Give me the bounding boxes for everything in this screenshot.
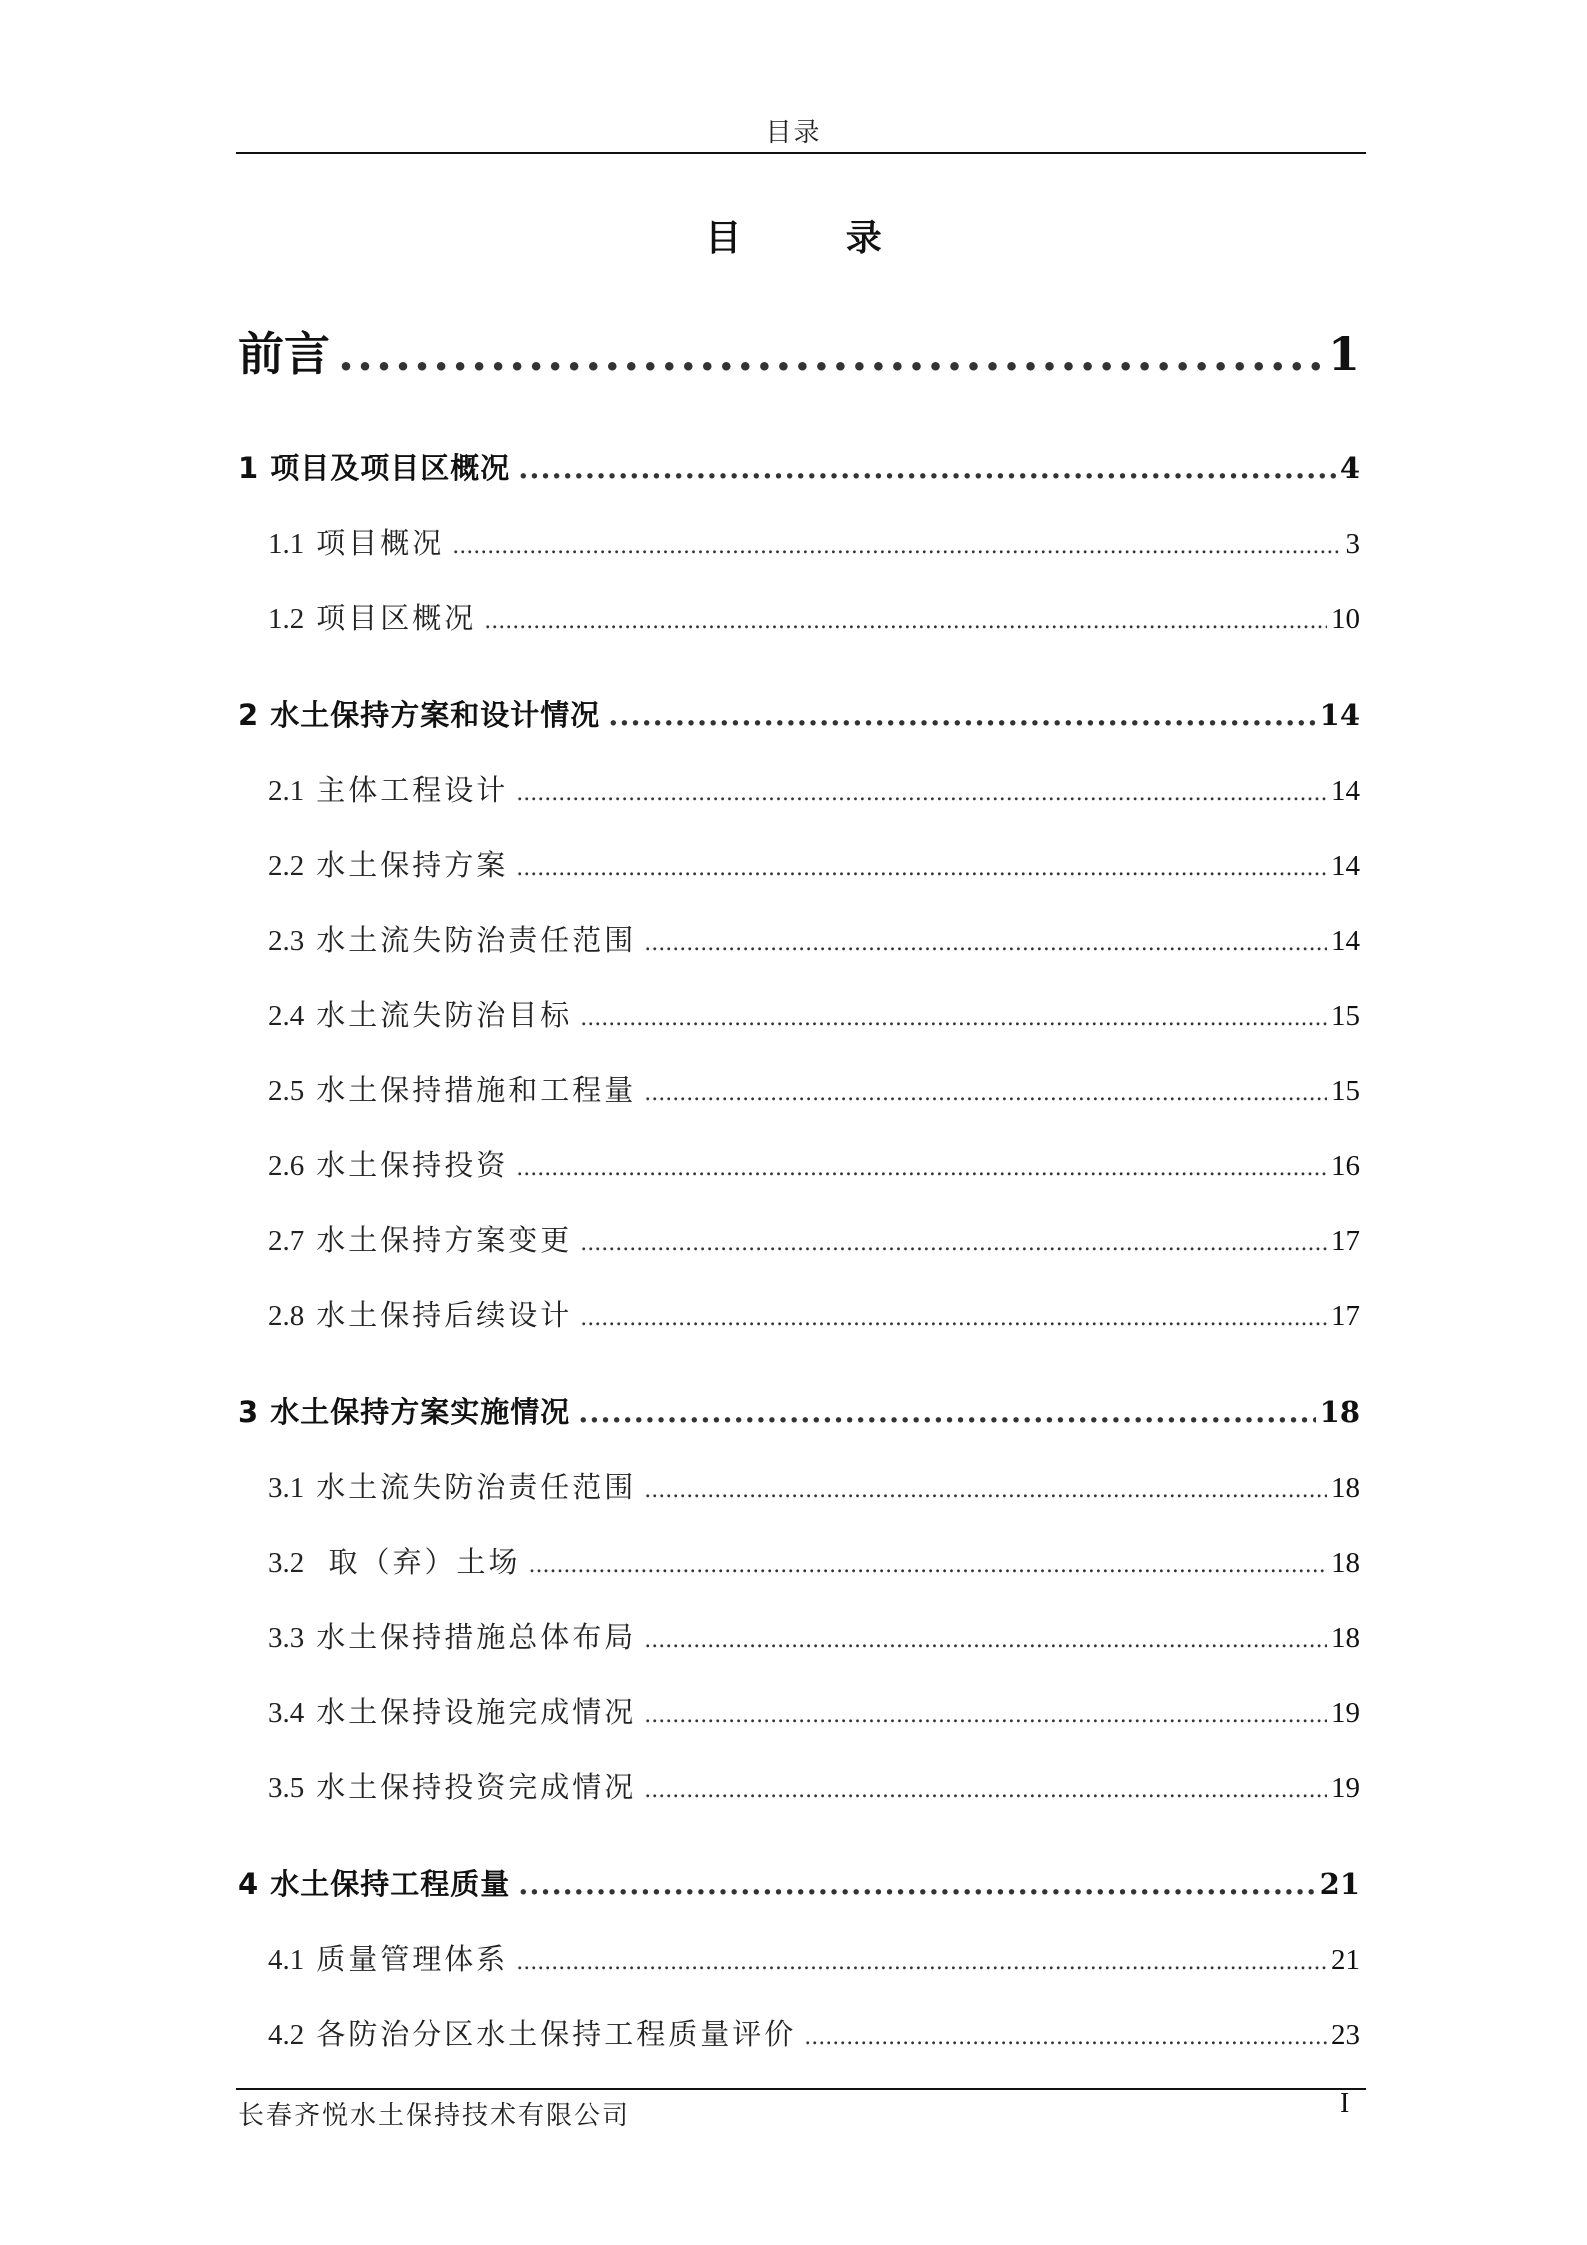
toc-entry-label <box>268 2012 796 2053</box>
dot-leader <box>644 1620 1327 1654</box>
toc-entry-label <box>268 1465 636 1506</box>
toc-page-number: 18 <box>1331 1472 1360 1504</box>
toc-section-3[interactable] <box>238 1390 1360 1431</box>
toc-subsection-2-5[interactable] <box>268 1068 1360 1109</box>
toc-entry-number: 1.2 <box>268 603 305 635</box>
dot-leader <box>644 923 1327 957</box>
dot-leader <box>518 451 1336 485</box>
toc-entry-label: 3 水土保持方案实施情况 <box>238 1395 571 1429</box>
toc-entry-text: 水土保持方案 <box>316 848 509 882</box>
toc-page-number: 10 <box>1331 603 1360 635</box>
toc-entry-number: 2.8 <box>268 1300 305 1332</box>
toc-entry-text: 水土保持设施完成情况 <box>316 1695 637 1729</box>
toc-page-number: 19 <box>1331 1772 1360 1804</box>
dot-leader <box>484 601 1327 635</box>
dot-leader <box>608 698 1315 732</box>
dot-leader <box>804 2017 1327 2051</box>
toc-subsection-4-1[interactable] <box>268 1937 1360 1978</box>
toc-entry-label <box>268 768 508 809</box>
toc-page-number: 14 <box>1319 698 1360 732</box>
toc-entry-label <box>268 1690 636 1731</box>
toc-entry-text: 水土保持投资完成情况 <box>316 1770 637 1804</box>
toc-entry-text: 项目概况 <box>316 526 445 560</box>
toc-page-number: 3 <box>1345 528 1360 560</box>
toc-entry-number: 3.2 <box>268 1547 305 1579</box>
toc-entry-label <box>268 1293 572 1334</box>
toc-subsection-2-7[interactable] <box>268 1218 1360 1259</box>
toc-entry-label: 4 水土保持工程质量 <box>238 1867 511 1901</box>
toc-subsection-2-3[interactable] <box>268 918 1360 959</box>
toc-entry-text: 水土保持方案变更 <box>316 1223 573 1257</box>
toc-subsection-1-2[interactable] <box>268 596 1360 637</box>
toc-subsection-2-4[interactable] <box>268 993 1360 1034</box>
toc-entry-label <box>268 1540 520 1581</box>
toc-entry-label <box>268 1143 508 1184</box>
footer-page-number: I <box>1340 2088 1350 2119</box>
toc-entry-label <box>268 993 572 1034</box>
toc-subsection-3-5[interactable] <box>268 1765 1360 1806</box>
dot-leader <box>338 327 1324 381</box>
dot-leader <box>516 848 1327 882</box>
toc-page-number: 18 <box>1319 1395 1360 1429</box>
dot-leader <box>578 1395 1315 1429</box>
dot-leader <box>516 773 1327 807</box>
toc-page-number: 23 <box>1331 2019 1360 2051</box>
toc-subsection-2-6[interactable] <box>268 1143 1360 1184</box>
toc-entry-text: 水土流失防治责任范围 <box>316 923 637 957</box>
toc-page-number: 14 <box>1331 850 1360 882</box>
toc-entry-label <box>268 596 476 637</box>
toc-page-number: 21 <box>1319 1867 1360 1901</box>
toc-subsection-3-2[interactable] <box>268 1540 1360 1581</box>
dot-leader <box>644 1073 1327 1107</box>
toc-entry-preface[interactable] <box>238 318 1360 384</box>
toc-page-number: 14 <box>1331 775 1360 807</box>
toc-entry-text: 水土保持后续设计 <box>316 1298 573 1332</box>
toc-entry-text: 水土保持措施总体布局 <box>316 1620 637 1654</box>
dot-leader <box>644 1770 1327 1804</box>
header-divider <box>236 152 1366 154</box>
toc-entry-number: 2.4 <box>268 1000 305 1032</box>
dot-leader <box>644 1470 1327 1504</box>
toc-subsection-4-2[interactable] <box>268 2012 1360 2053</box>
toc-entry-label <box>268 1068 636 1109</box>
toc-page-number: 17 <box>1331 1225 1360 1257</box>
toc-page-number: 14 <box>1331 925 1360 957</box>
dot-leader <box>580 1223 1327 1257</box>
toc-section-2[interactable] <box>238 693 1360 734</box>
toc-page-number: 15 <box>1331 1075 1360 1107</box>
toc-entry-text: 水土保持措施和工程量 <box>316 1073 637 1107</box>
toc-entry-text: 取（弃）土场 <box>316 1545 521 1579</box>
toc-entry-label: 前言 <box>238 327 330 381</box>
dot-leader <box>580 998 1327 1032</box>
toc-entry-number: 2.6 <box>268 1150 305 1182</box>
toc-entry-label <box>268 1615 636 1656</box>
toc-page-number: 17 <box>1331 1300 1360 1332</box>
toc-page-number: 18 <box>1331 1622 1360 1654</box>
toc-entry-text: 水土保持投资 <box>316 1148 509 1182</box>
toc-entry-text: 项目区概况 <box>316 601 477 635</box>
toc-entry-number: 2.5 <box>268 1075 305 1107</box>
toc-entry-number: 4.2 <box>268 2019 305 2051</box>
footer-divider <box>236 2088 1366 2090</box>
toc-page-number: 16 <box>1331 1150 1360 1182</box>
toc-entry-number: 1.1 <box>268 528 305 560</box>
toc-entry-number: 2.7 <box>268 1225 305 1257</box>
toc-entry-number: 3.4 <box>268 1697 305 1729</box>
toc-page-number: 18 <box>1331 1547 1360 1579</box>
dot-leader <box>452 526 1341 560</box>
toc-section-1[interactable] <box>238 446 1360 487</box>
toc-page-number: 4 <box>1339 451 1360 485</box>
toc-entry-number: 3.1 <box>268 1472 305 1504</box>
dot-leader <box>516 1942 1327 1976</box>
toc-page-number: 15 <box>1331 1000 1360 1032</box>
toc-entry-label <box>268 1218 572 1259</box>
toc-subsection-2-2[interactable] <box>268 843 1360 884</box>
toc-page-number: 21 <box>1331 1944 1360 1976</box>
toc-entry-number: 3.5 <box>268 1772 305 1804</box>
toc-entry-label <box>268 918 636 959</box>
toc-entry-label <box>268 1937 508 1978</box>
toc-entry-text: 主体工程设计 <box>316 773 509 807</box>
toc-subsection-2-8[interactable] <box>268 1293 1360 1334</box>
dot-leader <box>580 1298 1327 1332</box>
toc-subsection-3-1[interactable] <box>268 1465 1360 1506</box>
toc-entry-label <box>268 521 444 562</box>
toc-entry-number: 2.2 <box>268 850 305 882</box>
toc-entry-text: 质量管理体系 <box>316 1942 509 1976</box>
toc-section-4[interactable] <box>238 1862 1360 1903</box>
dot-leader <box>528 1545 1327 1579</box>
toc-entry-label <box>268 843 508 884</box>
header-title: 目录 <box>765 118 822 148</box>
toc-entry-label: 1 项目及项目区概况 <box>238 451 511 485</box>
toc-entry-number: 2.1 <box>268 775 305 807</box>
dot-leader <box>644 1695 1327 1729</box>
footer-company: 长春齐悦水土保持技术有限公司 <box>238 2101 631 2131</box>
toc-entry-text: 水土流失防治目标 <box>316 998 573 1032</box>
toc-subsection-3-4[interactable] <box>268 1690 1360 1731</box>
toc-entry-number: 4.1 <box>268 1944 305 1976</box>
toc-entry-label <box>268 1765 636 1806</box>
dot-leader <box>518 1867 1315 1901</box>
toc-entry-text: 各防治分区水土保持工程质量评价 <box>316 2017 797 2051</box>
toc-entry-label: 2 水土保持方案和设计情况 <box>238 698 601 732</box>
toc-entry-number: 2.3 <box>268 925 305 957</box>
toc-page-number: 19 <box>1331 1697 1360 1729</box>
toc-subsection-2-1[interactable] <box>268 768 1360 809</box>
toc-subsection-1-1[interactable] <box>268 521 1360 562</box>
toc-subsection-3-3[interactable] <box>268 1615 1360 1656</box>
toc-page-number: 1 <box>1327 327 1360 381</box>
dot-leader <box>516 1148 1327 1182</box>
toc-entry-text: 水土流失防治责任范围 <box>316 1470 637 1504</box>
toc-entry-number: 3.3 <box>268 1622 305 1654</box>
page-title: 目 录 <box>705 218 928 259</box>
